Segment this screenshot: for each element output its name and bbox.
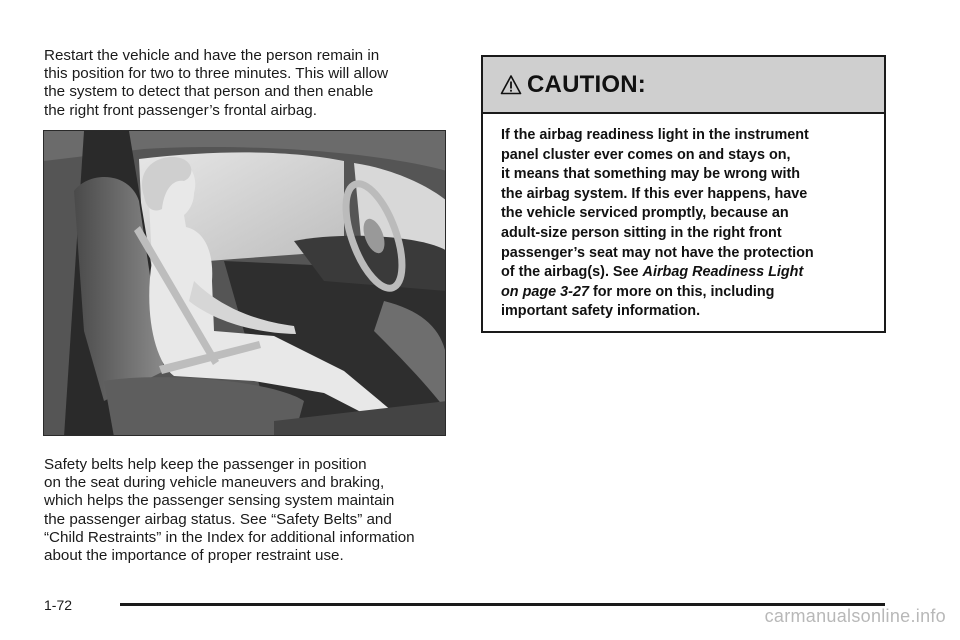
cross-reference-page[interactable]: on page 3-27 xyxy=(501,283,589,300)
watermark: carmanualsonline.info xyxy=(764,606,946,626)
caution-text xyxy=(483,114,884,322)
caution-header xyxy=(483,57,884,114)
text-line: the passenger airbag status. See “Safety Belts” and xyxy=(44,510,392,528)
caution-title: CAUTION: xyxy=(527,70,646,98)
caution-line xyxy=(501,263,884,283)
caution-line: the airbag system. If this ever happens, have xyxy=(501,185,808,202)
passenger-seated-illustration xyxy=(43,130,446,436)
caution-line xyxy=(501,283,884,303)
caution-line: it means that something may be wrong with xyxy=(501,166,801,183)
illustration-graphic xyxy=(44,131,446,436)
intro-paragraph xyxy=(44,47,464,120)
text-line: which helps the passenger sensing system maintain xyxy=(44,492,395,510)
text-line: on the seat during vehicle maneuvers and braking, xyxy=(44,474,385,492)
caution-text-segment: of the airbag(s). See xyxy=(501,264,643,281)
caution-line: If the airbag readiness light in the instrument xyxy=(501,127,809,143)
safety-belt-paragraph xyxy=(44,456,464,565)
caution-box xyxy=(481,55,886,333)
caution-text-segment: for more on this, including xyxy=(588,283,775,300)
cross-reference-link[interactable]: Airbag Readiness Light xyxy=(642,264,804,281)
text-line: about the importance of proper restraint use. xyxy=(44,547,344,565)
caution-line: the vehicle serviced promptly, because an xyxy=(501,205,789,222)
text-line: Restart the vehicle and have the person remain in xyxy=(44,47,380,64)
text-line: this position for two to three minutes. This will allow xyxy=(44,65,389,83)
text-line: “Child Restraints” in the Index for additional information xyxy=(44,528,415,546)
text-line: the system to detect that person and then enable xyxy=(44,83,374,101)
text-line: Safety belts help keep the passenger in position xyxy=(44,456,367,473)
caution-line: passenger’s seat may not have the protection xyxy=(501,244,814,261)
page-number: 1-72 xyxy=(44,597,73,613)
caution-line: important safety information. xyxy=(501,303,701,320)
text-line: the right front passenger’s frontal airbag. xyxy=(44,101,317,119)
caution-line: adult-size person sitting in the right front xyxy=(501,224,782,241)
warning-triangle-icon xyxy=(500,74,522,96)
caution-line: panel cluster ever comes on and stays on, xyxy=(501,146,791,163)
